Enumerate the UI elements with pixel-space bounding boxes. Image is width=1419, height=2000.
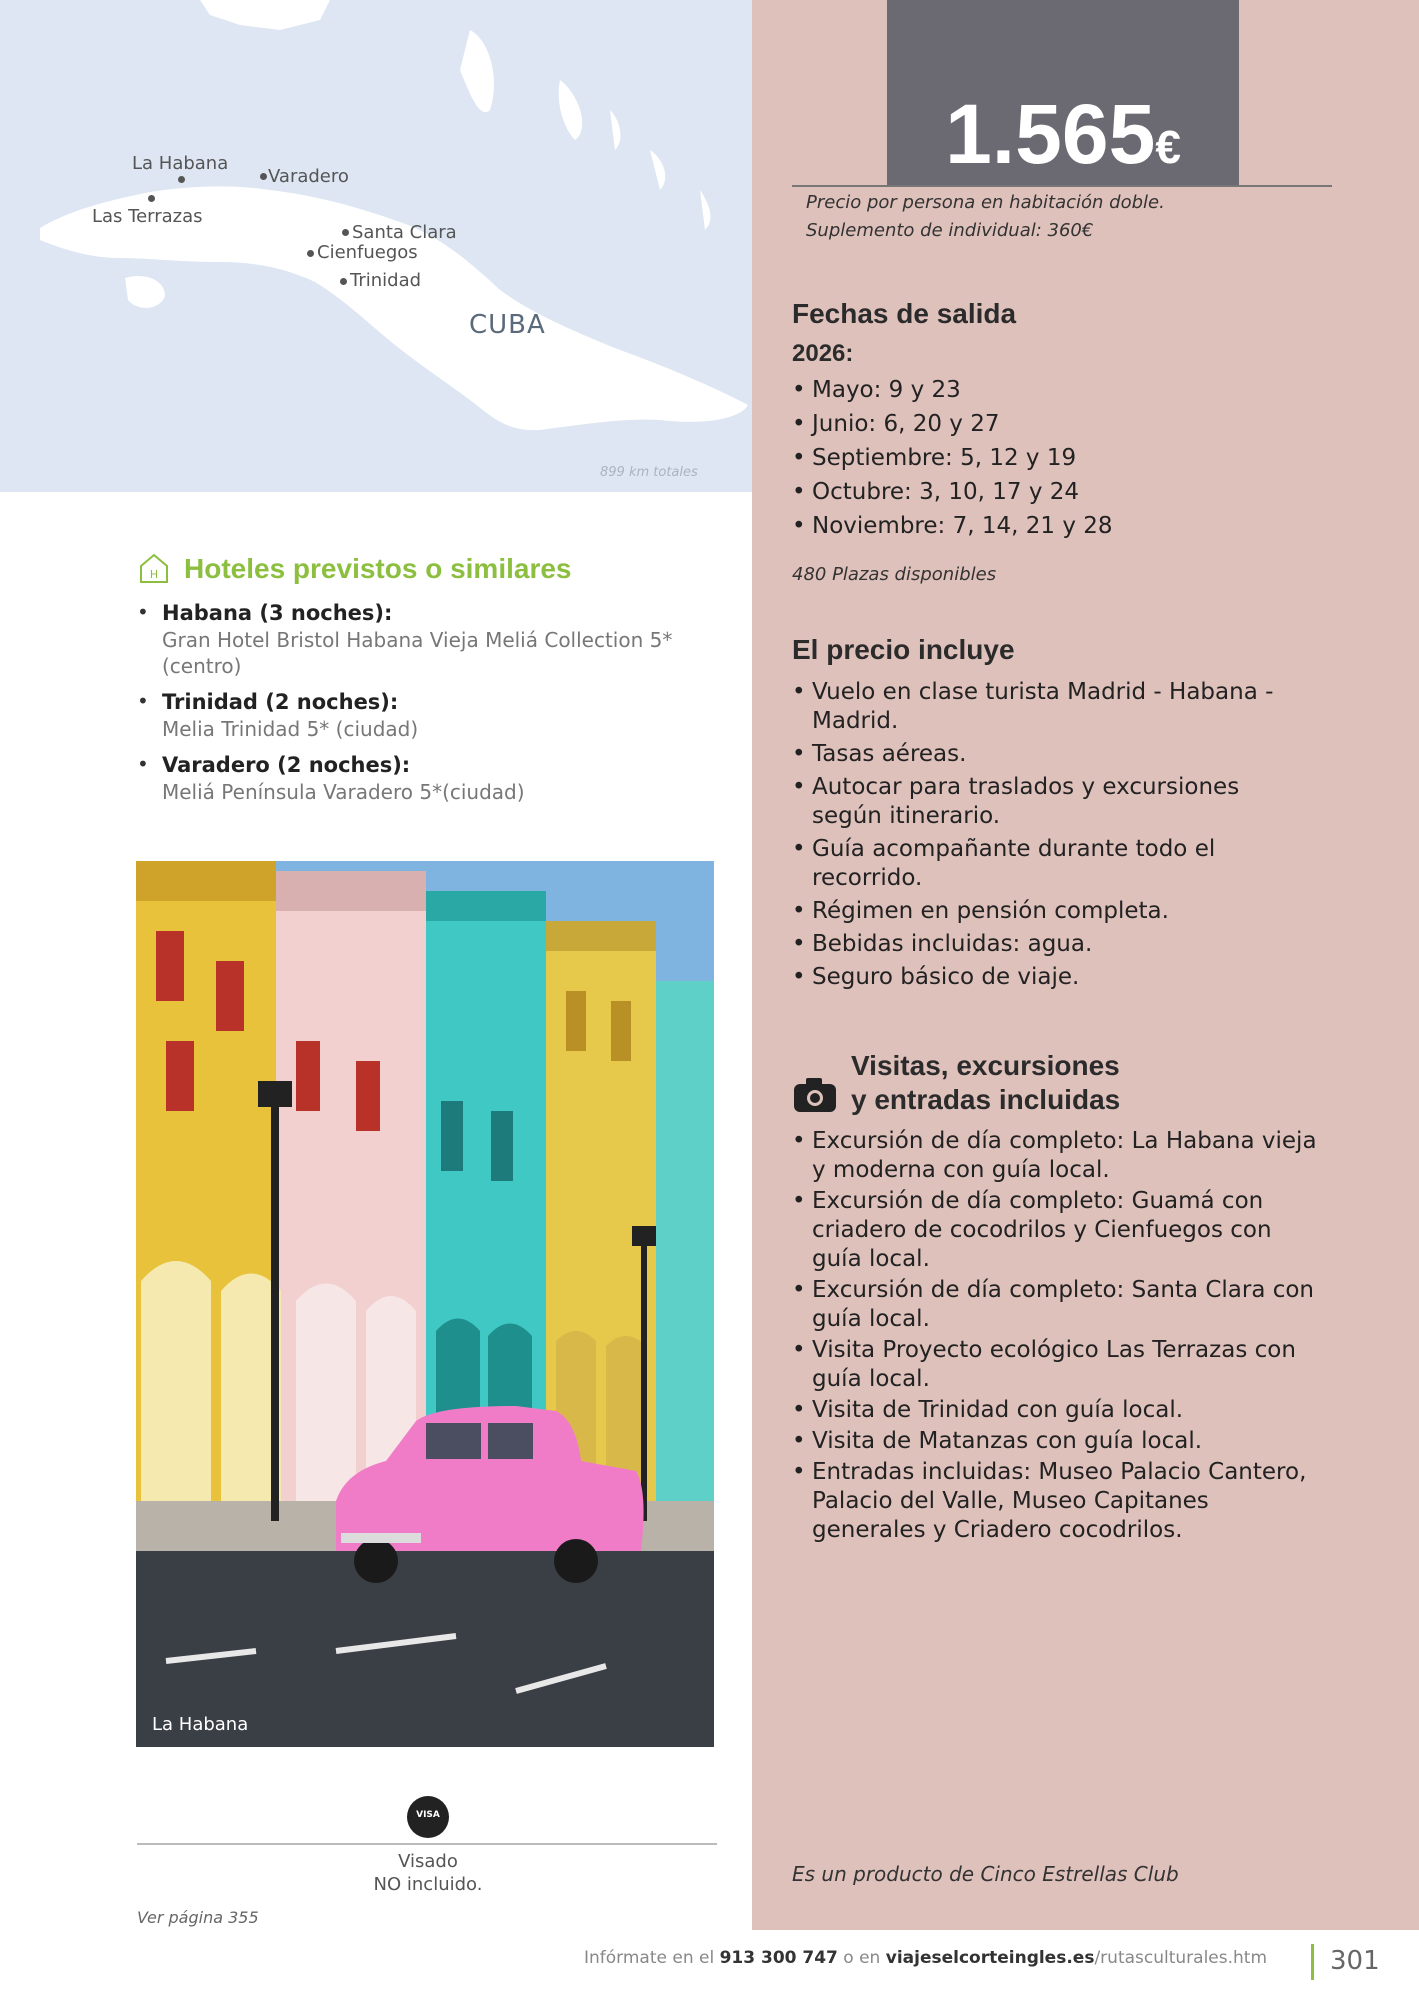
includes-item: • Seguro básico de viaje.: [792, 963, 1312, 992]
hotel-icon: [138, 552, 170, 584]
visa-line2: NO incluido.: [373, 1874, 483, 1895]
includes-item: • Autocar para traslados y excursiones según itinerario.: [792, 773, 1312, 831]
includes-item: • Régimen en pensión completa.: [792, 897, 1312, 926]
date-item: • Octubre: 3, 10, 17 y 24: [792, 475, 1352, 509]
includes-item: • Guía acompañante durante todo el recorrido.: [792, 835, 1312, 893]
visit-item: • Excursión de día completo: Guamá con criadero de cocodrilos y Cienfuegos con guía local.: [792, 1187, 1328, 1274]
city-dot: [260, 173, 267, 180]
visa-divider: [137, 1843, 717, 1845]
hotel-item: [137, 689, 697, 742]
footer-site-link[interactable]: viajeselcorteingles.es: [885, 1948, 1095, 1968]
date-item: • Noviembre: 7, 14, 21 y 28: [792, 509, 1352, 543]
footer-divider: [1311, 1944, 1314, 1980]
price-currency: €: [1155, 121, 1181, 173]
footer-path[interactable]: /rutasculturales.htm: [1094, 1948, 1268, 1968]
hotels-list: [137, 600, 697, 815]
visits-list: [792, 1127, 1328, 1547]
city-label-santa-clara: Santa Clara: [352, 222, 457, 243]
hotel-detail: Melia Trinidad 5* (ciudad): [162, 717, 419, 741]
city-dot: [148, 195, 155, 202]
visits-title-line1: Visitas, excursiones: [851, 1050, 1120, 1081]
visits-title-line2: y entradas incluidas: [851, 1084, 1121, 1115]
photo-caption: La Habana: [152, 1714, 249, 1735]
visit-item: • Visita de Matanzas con guía local.: [792, 1427, 1328, 1456]
date-item: • Septiembre: 5, 12 y 19: [792, 441, 1352, 475]
hotel-city: • Habana (3 noches):: [162, 601, 393, 625]
price-note-line1: Precio por persona en habitación doble.: [806, 192, 1165, 213]
seats-available: 480 Plazas disponibles: [792, 564, 997, 585]
visit-item: • Visita Proyecto ecológico Las Terrazas con guía local.: [792, 1336, 1328, 1394]
date-item: • Junio: 6, 20 y 27: [792, 407, 1352, 441]
hotel-detail: Meliá Península Varadero 5*(ciudad): [162, 780, 525, 804]
hotel-city: • Trinidad (2 noches):: [162, 690, 399, 714]
hotel-detail: Gran Hotel Bristol Habana Vieja Meliá Collection 5* (centro): [162, 628, 673, 678]
svg-text:H: H: [149, 568, 159, 581]
hotel-item: [137, 752, 697, 805]
dates-title: Fechas de salida: [792, 298, 1017, 329]
city-label-trinidad: Trinidad: [350, 270, 422, 291]
footer-middle: o en: [837, 1948, 886, 1968]
includes-item: • Tasas aéreas.: [792, 740, 1312, 769]
footer-phone[interactable]: 913 300 747: [719, 1948, 838, 1968]
page-number: 301: [1330, 1946, 1380, 1976]
footer-contact: [584, 1948, 1267, 1968]
city-label-las-terrazas: Las Terrazas: [92, 206, 203, 227]
city-dot: [178, 176, 185, 183]
includes-item: • Vuelo en clase turista Madrid - Habana - Madrid.: [792, 678, 1312, 736]
city-dot: [342, 229, 349, 236]
includes-title: El precio incluye: [792, 634, 1015, 665]
city-label-cienfuegos: Cienfuegos: [317, 242, 418, 263]
footer-prefix: Infórmate en el: [584, 1948, 720, 1968]
camera-icon: [794, 1078, 836, 1112]
hotel-city: • Varadero (2 noches):: [162, 753, 411, 777]
price: [887, 87, 1239, 181]
date-item: • Mayo: 9 y 23: [792, 373, 1352, 407]
visit-item: • Visita de Trinidad con guía local.: [792, 1396, 1328, 1425]
includes-item: • Bebidas incluidas: agua.: [792, 930, 1312, 959]
includes-list: [792, 678, 1312, 996]
price-amount: 1.565: [945, 87, 1156, 181]
visa-icon: [407, 1796, 449, 1838]
distance-label: 899 km totales: [600, 465, 698, 480]
city-dot: [340, 278, 347, 285]
city-label-varadero: Varadero: [268, 166, 349, 187]
price-divider: [792, 185, 1332, 187]
havana-photo: [136, 861, 714, 1747]
visa-line1: Visado: [398, 1851, 458, 1872]
dates-list: [792, 373, 1352, 543]
city-label-la-habana: La Habana: [132, 153, 229, 174]
visit-item: • Entradas incluidas: Museo Palacio Cantero, Palacio del Valle, Museo Capitanes generales y Criadero cocodrilos.: [792, 1458, 1328, 1545]
product-note: Es un producto de Cinco Estrellas Club: [792, 1862, 1179, 1886]
hotel-item: [137, 600, 697, 679]
dates-year: 2026:: [792, 340, 854, 367]
visit-item: • Excursión de día completo: La Habana vieja y moderna con guía local.: [792, 1127, 1328, 1185]
see-page-note: Ver página 355: [137, 1908, 259, 1927]
visit-item: • Excursión de día completo: Santa Clara con guía local.: [792, 1276, 1328, 1334]
hotels-title: Hoteles previstos o similares: [184, 553, 572, 584]
visa-note: [300, 1850, 556, 1896]
route-map: [0, 0, 752, 492]
price-note-line2: Suplemento de individual: 360€: [806, 220, 1094, 241]
visa-icon-text: VISA: [416, 1810, 440, 1820]
country-label: CUBA: [469, 310, 546, 340]
city-dot: [307, 250, 314, 257]
